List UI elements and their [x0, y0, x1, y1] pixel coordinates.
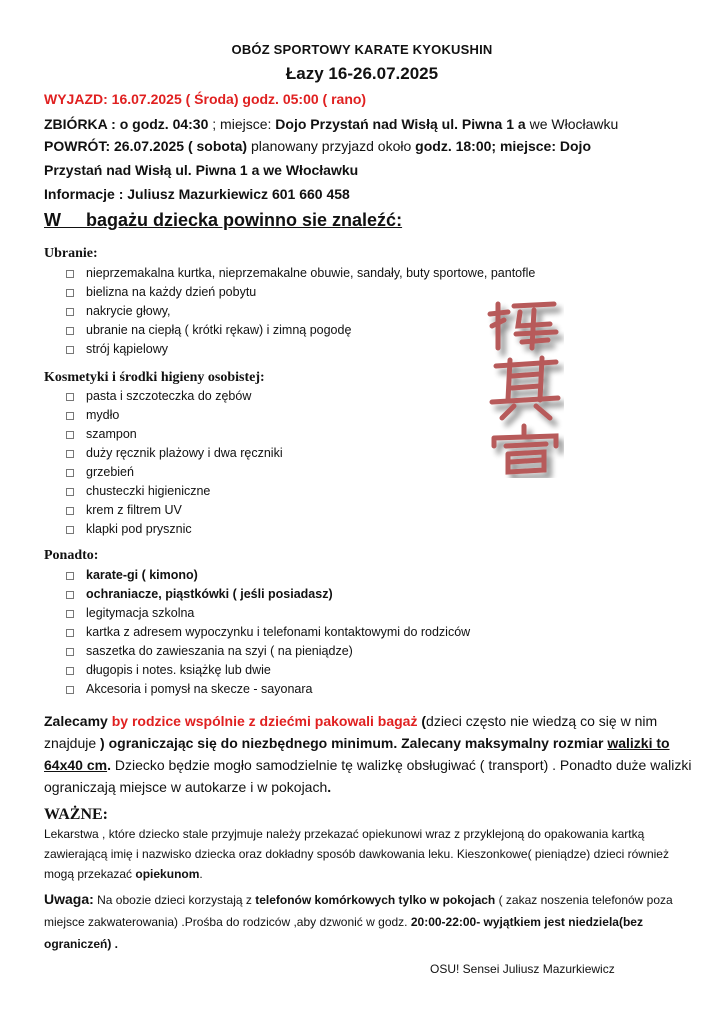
list-item-text: duży ręcznik plażowy i dwa ręczniki — [86, 446, 283, 460]
list-item — [66, 566, 470, 585]
rec-text-7: . — [107, 757, 111, 773]
checkbox-icon — [66, 488, 74, 496]
list-item-text: bielizna na każdy dzień pobytu — [86, 285, 257, 299]
checkbox-icon — [66, 507, 74, 515]
note-text-1: Na obozie dzieci korzystają z — [93, 893, 256, 907]
gathering-city: we Włocławku — [525, 116, 619, 132]
return-place-line: Przystań nad Wisłą ul. Piwna 1 a we Włocławku — [44, 162, 359, 178]
contact-info: Informacje : Juliusz Mazurkiewicz 601 660 458 — [44, 186, 350, 202]
kyokushin-kanji-icon — [484, 296, 564, 478]
list-item — [66, 444, 283, 463]
important-text — [44, 824, 684, 884]
rec-text-8: Dziecko będzie mogło samodzielnie tę walizkę obsługiwać ( transport) . Ponadto duże walizki ograniczają miejsce w autokarze i w pokojach — [44, 757, 692, 795]
packing-recommendation — [44, 710, 694, 798]
list-item-text: ubranie na ciepłą ( krótki rękaw) i zimną pogodę — [86, 323, 352, 337]
checkbox-icon — [66, 412, 74, 420]
note-label: Uwaga: — [44, 891, 94, 907]
checkbox-icon — [66, 591, 74, 599]
baggage-heading: W bagażu dziecka powinno sie znaleźć: — [44, 210, 403, 230]
return-label: POWRÓT: 26.07.2025 ( sobota) — [44, 138, 248, 154]
important-text-1: Lekarstwa , które dziecko stale przyjmuje należy przekazać opiekunowi wraz z przyklejoną do opakowania kartką zawierającą imię i nazwisko dziecka oraz dokładny sposób dawkowania leku. Kieszonkowe( pieniądze) dzieci również mogą przekazać — [44, 827, 669, 881]
additional-heading: Ponadto: — [44, 548, 99, 563]
list-item — [66, 642, 470, 661]
list-item — [66, 406, 283, 425]
signature: OSU! Sensei Juliusz Mazurkiewicz — [430, 962, 615, 976]
list-item — [66, 520, 283, 539]
list-item — [66, 680, 470, 699]
list-item-text: długopis i notes. książkę lub dwie — [86, 663, 271, 677]
gathering-line — [44, 116, 618, 132]
checkbox-icon — [66, 469, 74, 477]
rec-text-9: . — [327, 779, 332, 795]
list-item — [66, 321, 535, 340]
list-item-text: kartka z adresem wypoczynku i telefonami kontaktowymi do rodziców — [86, 625, 471, 639]
camp-dates-title: Łazy 16-26.07.2025 — [285, 64, 439, 83]
return-time: godz. 18:00; miejsce: Dojo — [415, 138, 591, 154]
list-item-text: karate-gi ( kimono) — [86, 568, 198, 582]
checkbox-icon — [66, 270, 74, 278]
camp-title: OBÓZ SPORTOWY KARATE KYOKUSHIN — [231, 42, 493, 57]
checkbox-icon — [66, 393, 74, 401]
checkbox-icon — [66, 648, 74, 656]
list-item-text: nakrycie głowy, — [86, 304, 171, 318]
list-item — [66, 661, 470, 680]
list-item — [66, 501, 283, 520]
clothing-list — [66, 264, 535, 359]
return-mid: planowany przyjazd około — [247, 138, 416, 154]
note-text-3: ( zakaz noszenia telefonów poza miejsce zakwaterowania) .Prośba do rodziców ,aby dzwonić w godz. — [44, 893, 673, 929]
rec-text-6: walizki to 64x40 cm — [44, 735, 670, 773]
checkbox-icon — [66, 308, 74, 316]
return-line — [44, 138, 591, 154]
list-item — [66, 425, 283, 444]
checkbox-icon — [66, 667, 74, 675]
important-text-2: opiekunom — [135, 867, 200, 881]
list-item-text: szampon — [86, 427, 137, 441]
list-item-text: ochraniacze, piąstkówki ( jeśli posiadasz) — [86, 587, 333, 601]
checkbox-icon — [66, 346, 74, 354]
checkbox-icon — [66, 629, 74, 637]
important-text-3: . — [199, 867, 203, 881]
list-item-text: grzebień — [86, 465, 134, 479]
rec-text-1: Zalecamy — [44, 713, 112, 729]
checkbox-icon — [66, 450, 74, 458]
list-item-text: strój kąpielowy — [86, 342, 168, 356]
additional-list — [66, 566, 470, 699]
list-item-text: klapki pod prysznic — [86, 522, 192, 536]
list-item — [66, 585, 470, 604]
rec-text-4: dzieci często nie wiedzą co się w nim znajduje — [44, 713, 658, 751]
rec-text-5: ) ograniczając się do niezbędnego minimum. Zalecany maksymalny rozmiar — [96, 735, 608, 751]
note-text-2: telefonów komórkowych tylko w pokojach — [255, 893, 496, 907]
list-item — [66, 623, 470, 642]
rec-text-2: by rodzice wspólnie z dziećmi pakowali bagaż — [111, 713, 418, 729]
hygiene-heading: Kosmetyki i środki higieny osobistej: — [44, 370, 265, 385]
list-item-text: saszetka do zawieszania na szyi ( na pieniądze) — [86, 644, 353, 658]
checkbox-icon — [66, 526, 74, 534]
list-item-text: nieprzemakalna kurtka, nieprzemakalne obuwie, sandały, buty sportowe, pantofle — [86, 266, 536, 280]
list-item-text: mydło — [86, 408, 120, 422]
hygiene-list — [66, 387, 283, 539]
important-heading: WAŻNE: — [44, 806, 109, 823]
gathering-label: ZBIÓRKA : o godz. 04:30 — [44, 116, 209, 132]
list-item-text: pasta i szczoteczka do zębów — [86, 389, 252, 403]
departure-line: WYJAZD: 16.07.2025 ( Środa) godz. 05:00 ( rano) — [44, 91, 367, 107]
gathering-mid: ; miejsce: — [208, 116, 276, 132]
note-text-4: 20:00-22:00- wyjątkiem jest niedziela(bez ograniczeń) . — [44, 915, 643, 951]
checkbox-icon — [66, 572, 74, 580]
list-item-text: Akcesoria i pomysł na skecze - sayonara — [86, 682, 313, 696]
list-item — [66, 604, 470, 623]
gathering-place: Dojo Przystań nad Wisłą ul. Piwna 1 a — [275, 116, 526, 132]
list-item-text: krem z filtrem UV — [86, 503, 182, 517]
list-item — [66, 302, 535, 321]
checkbox-icon — [66, 327, 74, 335]
list-item-text: legitymacja szkolna — [86, 606, 195, 620]
list-item-text: chusteczki higieniczne — [86, 484, 211, 498]
list-item — [66, 340, 535, 359]
checkbox-icon — [66, 431, 74, 439]
phone-note — [44, 888, 684, 955]
clothing-heading: Ubranie: — [44, 246, 98, 261]
list-item — [66, 264, 535, 283]
list-item — [66, 387, 283, 406]
list-item — [66, 463, 283, 482]
rec-text-3: ( — [417, 713, 427, 729]
checkbox-icon — [66, 289, 74, 297]
list-item — [66, 482, 283, 501]
list-item — [66, 283, 535, 302]
checkbox-icon — [66, 686, 74, 694]
checkbox-icon — [66, 610, 74, 618]
